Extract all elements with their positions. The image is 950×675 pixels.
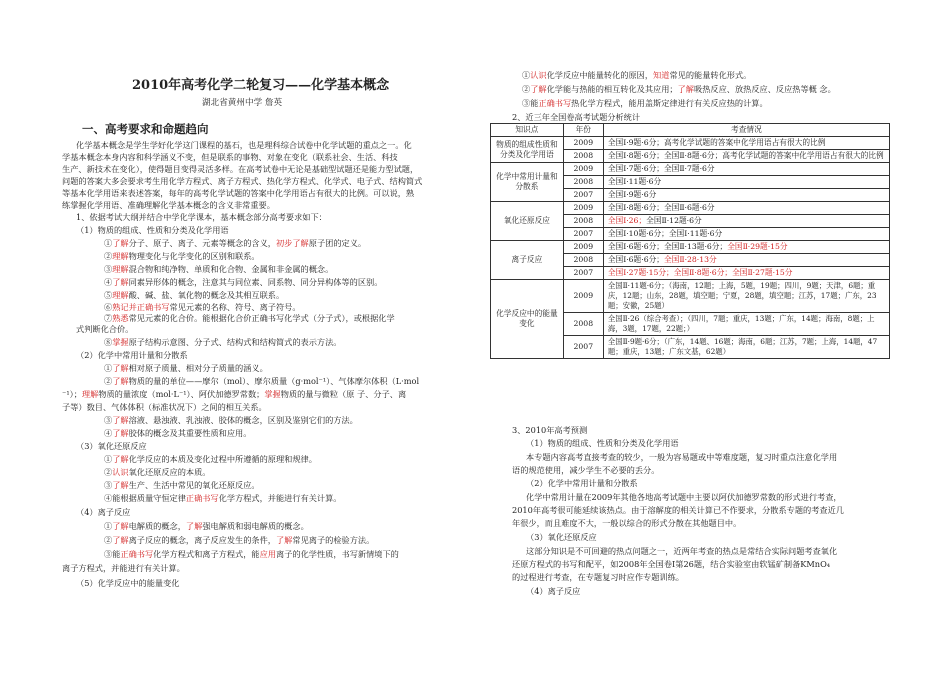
intro-line: 生产、新技术在变化），使得题目变得灵活多样。在高考试卷中无论是基础型试题还是能力型试题， (62, 164, 419, 174)
subsection-heading: （2）化学中常用计量和分散系 (76, 350, 188, 360)
details-cell: 全国Ⅰ·10题·6分；全国Ⅰ·11题·6分 (603, 228, 889, 241)
requirement-item: ④了解同素异形体的概念，注意其与同位素、同系物、同分异构体等的区别。 (104, 277, 383, 287)
prediction-line: 本专题内容高考直接考查的较少，一般为容易题或中等难度题，复习时重点注意化学用 (526, 452, 838, 462)
year-cell: 2009 (563, 280, 603, 313)
prediction-line: 2010年高考很可能延续该热点。由于溶解度的相关计算已不作要求，分散系专题的考查近几 (512, 505, 844, 515)
topic-cell: 化学反应中的能量变化 (491, 280, 564, 359)
subsection-heading: （4）离子反应 (76, 507, 131, 517)
header-details: 考查情况 (603, 124, 889, 137)
requirement-item: ⑦熟悉常见元素的化合价。能根据化合价正确书写化学式（分子式），或根据化学 (104, 313, 395, 323)
subsection-heading: （1）物质的组成、性质和分类及化学用语 (76, 225, 229, 235)
section-heading: 一、高考要求和命题趋向 (82, 122, 209, 136)
requirement-item: ③理解混合物和纯净物、单质和化合物、金属和非金属的概念。 (104, 264, 334, 274)
intro-line: 化学基本概念是学生学好化学这门课程的基石，也是理科综合试卷中化学试题的重点之一。化 (76, 140, 412, 150)
requirement-item: ①了解电解质的概念，了解强电解质和弱电解质的概念。 (104, 521, 309, 531)
prediction-line: 这部分知识是不可回避的热点问题之一，近两年考查的热点是常结合实际问题考查氧化 (526, 546, 838, 556)
year-cell: 2007 (563, 336, 603, 359)
requirement-item: ⑥熟记并正确书写常见元素的名称、符号、离子符号。 (104, 302, 301, 312)
requirement-item: ③了解溶液、悬浊液、乳浊液、胶体的概念，区别及鉴别它们的方法。 (104, 415, 358, 425)
table-row (491, 202, 890, 215)
year-cell: 2007 (563, 228, 603, 241)
table-header-row (491, 124, 890, 137)
requirement-item: ①认识化学反应中能量转化的原因，知道常见的能量转化形式。 (522, 70, 752, 80)
requirement-item: ③能正确书写热化学方程式，能用盖斯定律进行有关反应热的计算。 (522, 98, 768, 108)
subsection-heading: （3）氧化还原反应 (526, 532, 597, 542)
requirement-item-continued: 离子方程式，并能进行有关计算。 (62, 563, 185, 573)
header-year: 年份 (563, 124, 603, 137)
prediction-line: 化学中常用计量在2009年其他各地高考试题中主要以阿伏加德罗常数的形式进行考查， (526, 492, 842, 502)
requirement-item: ②认识氧化还原反应的本质。 (104, 467, 211, 477)
requirement-item: ④了解胶体的概念及其重要性质和应用。 (104, 428, 252, 438)
year-cell: 2008 (563, 215, 603, 228)
intro-line: 问题的答案大多会要求考生用化学方程式、离子方程式、热化学方程式、化学式、电子式、结构简式 (62, 176, 423, 186)
subsection-heading: （1）物质的组成、性质和分类及化学用语 (526, 438, 679, 448)
details-cell: 全国Ⅰ·8题·6分；全国Ⅱ·6题·6分 (603, 202, 889, 215)
requirement-item: ⑧掌握原子结构示意图、分子式、结构式和结构简式的表示方法。 (104, 337, 342, 347)
prediction-line: 年很少，而且难度不大，一般以综合的形式分散在其他题目中。 (512, 518, 742, 528)
requirements-heading: 1、依据考试大纲并结合中学化学课本，基本概念部分高考要求如下： (76, 212, 327, 222)
requirement-item-continued: ⁻¹）；理解物质的量浓度（mol·L⁻¹）、阿伏加德罗常数；掌握物质的量与微粒（原 子、分子、离 (62, 389, 407, 399)
subsection-heading: （5）化学反应中的能量变化 (76, 578, 180, 588)
subsection-heading: （2）化学中常用计量和分散系 (526, 478, 638, 488)
year-cell: 2008 (563, 313, 603, 336)
details-cell: 全国Ⅰ·7题·6分；全国Ⅱ·7题·6分 (603, 163, 889, 176)
intro-line: 等基本化学用语来表述答案，每年的高考化学试题的答案中化学用语占有很大的比例。可以说，熟 (62, 188, 415, 198)
subsection-heading: （4）离子反应 (526, 586, 581, 596)
requirement-item: ②了解化学能与热能的相互转化及其应用；了解吸热反应、放热反应、反应热等概 念。 (522, 84, 836, 94)
requirement-item: ③能正确书写化学方程式和离子方程式，能应用离子的化学性质，书写新情境下的 (104, 549, 399, 559)
doc-title: 2010年高考化学二轮复习——化学基本概念 (132, 78, 390, 93)
prediction-line: 的过程进行考查，在专题复习时应作专题训练。 (512, 572, 684, 582)
year-cell: 2009 (563, 202, 603, 215)
details-cell: 全国Ⅰ·26；全国Ⅱ·12题·6分 (603, 215, 889, 228)
topic-cell: 氧化还原反应 (491, 202, 564, 241)
details-cell: 全国Ⅰ·8题·6分；全国Ⅱ·8题·6分；高考化学试题的答案中化学用语占有很大的比例 (603, 150, 889, 163)
details-cell: 全国Ⅰ·11题·6分 (603, 176, 889, 189)
details-cell: 全国Ⅰ·6题·6分；全国Ⅱ·13题·6分；全国Ⅱ·29题·15分 (603, 241, 889, 254)
details-cell: 全国Ⅰ·9题·6分；高考化学试题的答案中化学用语占有很大的比例 (603, 137, 889, 150)
year-cell: 2009 (563, 163, 603, 176)
requirement-item: ①了解分子、原子、离子、元素等概念的含义，初步了解原子团的定义。 (104, 238, 367, 248)
details-cell: 全国Ⅰ·9题·6分 (603, 189, 889, 202)
table-row (491, 137, 890, 150)
details-cell: 全国Ⅱ·9题·6分；（广东，14题、16题；海南，6题；江苏，7题；上海，14题，47题；重庆，13题；广东文基，62题） (603, 336, 889, 359)
doc-author: 湖北省黄州中学 詹英 (202, 98, 283, 108)
topic-cell: 物质的组成性质和分类及化学用语 (491, 137, 564, 163)
prediction-line: 还原方程式的书写和配平，如2008年全国卷Ⅰ第26题，结合实验室由软锰矿制备KMnO₄ (512, 559, 831, 569)
requirement-item: ②了解物质的量的单位——摩尔（mol）、摩尔质量（g·mol⁻¹）、气体摩尔体积（L·mol (104, 376, 420, 386)
stats-heading: 2、近三年全国卷高考试题分析统计 (512, 112, 641, 122)
details-cell: 全国Ⅰ·27题·15分；全国Ⅱ·8题·6分；全国Ⅱ·27题·15分 (603, 267, 889, 280)
details-cell: 全国Ⅱ·11题·6分；（海南，12题；上海，5题，19题；四川，9题；天津，6题；重庆，12题；山东，28题，填空题；宁夏，28题，填空题；江苏，17题；广东，23题；安徽，25题） (603, 280, 889, 313)
requirement-item-continued: 式判断化合价。 (76, 324, 134, 334)
prediction-heading: 3、2010年高考预测 (512, 425, 588, 435)
topic-cell: 离子反应 (491, 241, 564, 280)
exam-stats-table (490, 123, 890, 359)
intro-line: 学基本概念本身内容和科学涵义不变，但是联系的事物、对象在变化（联系社会、生活、科技 (62, 152, 398, 162)
requirement-item: ②了解离子反应的概念，离子反应发生的条件，了解常见离子的检验方法。 (104, 535, 375, 545)
requirement-item: ①了解相对原子质量、相对分子质量的涵义。 (104, 363, 268, 373)
details-cell: 全国Ⅰ·6题·6分；全国Ⅱ·28·13分 (603, 254, 889, 267)
requirement-item-continued: 子等）数目、气体体积（标准状况下）之间的相互关系。 (62, 402, 267, 412)
table-row (491, 163, 890, 176)
year-cell: 2008 (563, 176, 603, 189)
table-row (491, 280, 890, 313)
year-cell: 2007 (563, 267, 603, 280)
subsection-heading: （3）氧化还原反应 (76, 441, 147, 451)
prediction-line: 语的规范使用，减少学生不必要的丢分。 (512, 465, 660, 475)
table-row (491, 241, 890, 254)
header-topic: 知识点 (491, 124, 564, 137)
intro-line: 练掌握化学用语、准确理解化学基本概念的含义非常重要。 (62, 200, 275, 210)
year-cell: 2008 (563, 150, 603, 163)
year-cell: 2009 (563, 137, 603, 150)
requirement-item: ②理解物理变化与化学变化的区别和联系。 (104, 251, 260, 261)
topic-cell: 化学中常用计量和分散系 (491, 163, 564, 202)
requirement-item: ⑤理解酸、碱、盐、氧化物的概念及其相互联系。 (104, 290, 285, 300)
year-cell: 2008 (563, 254, 603, 267)
requirement-item: ④能根据质量守恒定律正确书写化学方程式，并能进行有关计算。 (104, 493, 342, 503)
year-cell: 2009 (563, 241, 603, 254)
details-cell: 全国Ⅱ·26（综合考查）；（四川，7题；重庆，13题；广东，14题；海南，8题；上海，3题，17题，22题；） (603, 313, 889, 336)
requirement-item: ③了解生产、生活中常见的氧化还原反应。 (104, 480, 260, 490)
year-cell: 2007 (563, 189, 603, 202)
requirement-item: ①了解化学反应的本质及变化过程中所遵循的原理和规律。 (104, 454, 317, 464)
